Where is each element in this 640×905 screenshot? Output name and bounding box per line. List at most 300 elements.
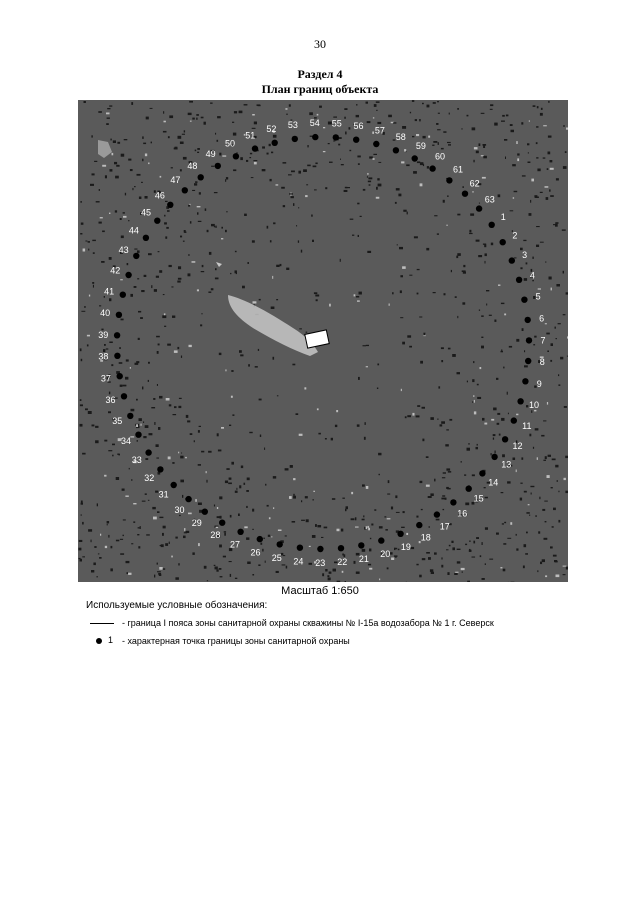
boundary-point-41 — [120, 292, 126, 298]
terrain-speck — [349, 150, 351, 151]
terrain-speck — [481, 113, 485, 114]
boundary-point-label-49: 49 — [205, 148, 216, 159]
terrain-speck — [228, 483, 232, 485]
boundary-point-label-39: 39 — [98, 329, 109, 340]
terrain-speck — [154, 289, 157, 292]
terrain-speck — [311, 215, 313, 217]
terrain-speck — [235, 251, 237, 252]
terrain-speck — [157, 563, 158, 565]
terrain-speck — [93, 285, 94, 288]
terrain-speck — [262, 549, 263, 552]
terrain-speck — [252, 509, 254, 512]
terrain-speck — [270, 240, 272, 242]
terrain-speck — [483, 156, 487, 159]
terrain-speck — [197, 148, 200, 150]
terrain-speck — [273, 222, 275, 224]
terrain-speck — [423, 136, 426, 139]
terrain-speck — [78, 548, 81, 551]
terrain-speck — [525, 553, 528, 555]
terrain-speck — [504, 314, 506, 316]
terrain-speck — [447, 196, 449, 197]
terrain-speck — [244, 214, 247, 216]
site-plan-map — [78, 100, 568, 582]
terrain-speck — [217, 140, 219, 142]
boundary-point-42 — [125, 272, 131, 278]
boundary-point-33 — [145, 449, 151, 455]
terrain-speck — [145, 458, 148, 460]
terrain-speck — [91, 135, 92, 137]
terrain-speck — [565, 456, 568, 458]
terrain-speck — [108, 535, 109, 538]
terrain-speck — [394, 555, 398, 556]
terrain-speck — [491, 453, 492, 455]
boundary-point-52 — [272, 140, 278, 146]
terrain-speck — [258, 349, 259, 351]
terrain-speck — [114, 162, 117, 164]
terrain-speck — [558, 491, 559, 493]
terrain-speck — [92, 173, 95, 175]
terrain-speck — [537, 570, 538, 572]
terrain-speck — [178, 278, 182, 280]
terrain-speck — [373, 158, 375, 160]
section-heading — [0, 67, 640, 97]
terrain-speck — [562, 229, 566, 230]
terrain-speck — [273, 135, 277, 138]
terrain-speck — [101, 261, 105, 263]
boundary-point-label-14: 14 — [488, 477, 499, 488]
terrain-speck — [148, 500, 150, 501]
terrain-speck — [169, 265, 172, 267]
terrain-speck — [98, 111, 102, 113]
terrain-speck — [229, 425, 231, 426]
terrain-speck — [167, 210, 170, 212]
terrain-speck — [409, 346, 412, 348]
terrain-speck — [254, 162, 257, 165]
terrain-speck — [526, 262, 528, 264]
boundary-point-label-63: 63 — [484, 194, 495, 205]
terrain-speck — [273, 476, 276, 479]
terrain-speck — [157, 571, 161, 572]
terrain-speck — [405, 416, 407, 418]
boundary-point-50 — [233, 153, 239, 159]
terrain-speck — [156, 444, 159, 447]
terrain-speck — [131, 543, 133, 544]
terrain-speck — [532, 257, 533, 259]
terrain-speck — [309, 112, 313, 115]
terrain-speck — [153, 517, 157, 520]
boundary-point-label-13: 13 — [501, 459, 512, 470]
terrain-speck — [550, 195, 554, 197]
terrain-speck — [544, 538, 548, 540]
terrain-speck — [434, 479, 435, 482]
terrain-speck — [521, 457, 523, 459]
terrain-speck — [165, 543, 168, 546]
terrain-speck — [138, 338, 140, 340]
boundary-point-label-36: 36 — [105, 394, 116, 405]
terrain-speck — [255, 366, 258, 368]
terrain-speck — [121, 236, 124, 239]
terrain-speck — [219, 353, 222, 355]
boundary-point-label-16: 16 — [457, 508, 468, 519]
terrain-speck — [150, 108, 153, 109]
terrain-speck — [239, 485, 241, 488]
terrain-speck — [567, 356, 568, 357]
terrain-speck — [481, 346, 484, 349]
boundary-point-label-59: 59 — [415, 141, 426, 151]
terrain-speck — [299, 328, 302, 329]
terrain-speck — [127, 572, 129, 574]
terrain-speck — [457, 214, 460, 216]
terrain-speck — [437, 101, 439, 102]
boundary-point-label-44: 44 — [128, 225, 139, 236]
terrain-speck — [472, 127, 476, 130]
terrain-speck — [185, 457, 187, 458]
terrain-speck — [225, 179, 226, 182]
terrain-speck — [285, 108, 287, 110]
terrain-speck — [312, 240, 314, 242]
terrain-speck — [168, 136, 170, 138]
terrain-speck — [359, 292, 362, 295]
terrain-speck — [133, 503, 136, 504]
terrain-speck — [107, 524, 108, 526]
terrain-speck — [240, 354, 243, 356]
terrain-speck — [496, 533, 499, 535]
boundary-point-label-15: 15 — [473, 493, 484, 504]
terrain-speck — [545, 521, 547, 522]
terrain-speck — [192, 552, 194, 555]
terrain-speck — [548, 455, 551, 457]
terrain-speck — [217, 433, 219, 436]
terrain-speck — [457, 561, 461, 563]
terrain-speck — [438, 113, 440, 114]
terrain-speck — [117, 454, 119, 455]
terrain-speck — [412, 100, 414, 102]
terrain-speck — [555, 561, 558, 563]
terrain-speck — [341, 529, 343, 532]
boundary-point-label-47: 47 — [170, 174, 181, 185]
terrain-speck — [254, 122, 257, 125]
terrain-speck — [376, 101, 380, 103]
terrain-speck — [516, 534, 517, 536]
terrain-speck — [190, 433, 193, 435]
terrain-speck — [137, 278, 139, 279]
terrain-speck — [80, 559, 83, 562]
terrain-speck — [236, 488, 237, 490]
terrain-speck — [109, 213, 110, 214]
terrain-speck — [156, 336, 160, 338]
terrain-speck — [344, 108, 347, 110]
terrain-speck — [391, 507, 393, 510]
terrain-speck — [482, 542, 483, 545]
terrain-speck — [131, 409, 135, 412]
terrain-speck — [151, 407, 155, 408]
terrain-speck — [530, 486, 534, 487]
terrain-speck — [265, 561, 266, 563]
terrain-speck — [269, 144, 271, 146]
terrain-speck — [419, 119, 421, 121]
boundary-point-34 — [135, 432, 141, 438]
terrain-speck — [328, 578, 331, 581]
terrain-speck — [192, 190, 195, 191]
boundary-point-59 — [412, 155, 418, 161]
terrain-speck — [115, 210, 117, 212]
terrain-speck — [169, 115, 173, 118]
terrain-speck — [566, 567, 568, 570]
terrain-speck — [119, 362, 123, 364]
terrain-speck — [507, 481, 511, 483]
boundary-point-label-23: 23 — [315, 558, 326, 568]
terrain-speck — [299, 434, 303, 436]
terrain-speck — [472, 379, 474, 382]
terrain-speck — [128, 573, 131, 575]
terrain-speck — [457, 108, 459, 110]
terrain-speck — [125, 193, 126, 196]
section-title: Раздел 4 — [297, 67, 343, 81]
terrain-speck — [259, 399, 262, 401]
terrain-speck — [215, 268, 217, 270]
boundary-point-label-48: 48 — [187, 161, 198, 171]
boundary-point-23 — [317, 546, 323, 552]
terrain-speck — [566, 128, 568, 130]
terrain-speck — [485, 527, 488, 530]
terrain-speck — [130, 367, 131, 369]
boundary-point-label-9: 9 — [536, 378, 542, 389]
terrain-speck — [419, 317, 422, 318]
terrain-speck — [478, 255, 482, 257]
terrain-speck — [215, 133, 216, 135]
terrain-speck — [137, 250, 140, 253]
terrain-speck — [533, 105, 536, 107]
terrain-speck — [548, 152, 551, 155]
terrain-speck — [423, 333, 425, 336]
terrain-speck — [271, 152, 273, 154]
terrain-speck — [246, 490, 249, 492]
boundary-point-25 — [277, 541, 283, 547]
terrain-speck — [219, 496, 222, 499]
terrain-speck — [420, 481, 423, 483]
terrain-speck — [252, 240, 255, 242]
terrain-speck — [91, 570, 94, 573]
terrain-speck — [194, 183, 197, 185]
terrain-speck — [168, 457, 171, 460]
terrain-speck — [497, 413, 500, 415]
terrain-speck — [377, 122, 381, 124]
terrain-speck — [317, 525, 321, 527]
terrain-speck — [246, 160, 248, 162]
terrain-speck — [516, 339, 519, 342]
terrain-speck — [208, 451, 212, 453]
terrain-speck — [289, 104, 291, 106]
terrain-speck — [501, 349, 502, 351]
terrain-speck — [179, 515, 181, 516]
terrain-speck — [401, 161, 404, 163]
terrain-speck — [224, 531, 226, 532]
terrain-speck — [428, 136, 430, 138]
terrain-speck — [517, 158, 519, 161]
terrain-speck — [178, 406, 181, 408]
terrain-speck — [378, 162, 381, 163]
terrain-speck — [207, 580, 208, 581]
terrain-speck — [124, 139, 128, 140]
terrain-speck — [481, 337, 483, 338]
terrain-speck — [524, 491, 527, 493]
terrain-speck — [430, 417, 434, 420]
terrain-speck — [200, 324, 202, 326]
terrain-speck — [112, 455, 114, 457]
terrain-speck — [485, 497, 488, 499]
terrain-speck — [443, 131, 446, 133]
terrain-speck — [345, 509, 347, 511]
terrain-speck — [491, 419, 494, 421]
terrain-speck — [529, 213, 532, 216]
terrain-speck — [198, 503, 202, 506]
terrain-speck — [123, 385, 127, 387]
boundary-point-label-17: 17 — [439, 521, 450, 532]
terrain-speck — [136, 424, 138, 427]
terrain-speck — [265, 484, 266, 486]
terrain-speck — [412, 413, 414, 416]
terrain-speck — [443, 200, 445, 203]
terrain-speck — [186, 531, 190, 533]
terrain-speck — [337, 581, 341, 582]
terrain-speck — [182, 134, 185, 135]
terrain-speck — [197, 212, 199, 214]
terrain-speck — [555, 224, 558, 227]
terrain-speck — [521, 122, 523, 124]
terrain-speck — [468, 443, 470, 444]
terrain-speck — [467, 581, 470, 582]
terrain-speck — [402, 126, 406, 129]
terrain-speck — [158, 427, 160, 430]
terrain-speck — [368, 177, 372, 179]
terrain-speck — [564, 478, 566, 480]
terrain-speck — [136, 361, 139, 363]
terrain-speck — [544, 501, 548, 502]
terrain-speck — [494, 320, 496, 322]
terrain-speck — [271, 307, 275, 310]
legend-point-number: 1 — [108, 635, 114, 645]
terrain-speck — [327, 575, 329, 577]
terrain-speck — [192, 118, 195, 120]
boundary-point-45 — [154, 218, 160, 224]
terrain-speck — [428, 557, 431, 560]
terrain-speck — [349, 127, 351, 129]
terrain-speck — [366, 486, 369, 489]
terrain-speck — [184, 528, 185, 531]
terrain-speck — [329, 572, 332, 574]
terrain-speck — [346, 506, 349, 509]
terrain-speck — [116, 477, 119, 480]
terrain-speck — [80, 404, 83, 406]
terrain-speck — [121, 154, 125, 157]
terrain-speck — [94, 546, 96, 548]
legend-boundary-text: - граница I пояса зоны санитарной охраны скважины № I-15а водозабора № 1 г. Северск — [122, 618, 494, 628]
terrain-speck — [482, 418, 485, 421]
terrain-speck — [540, 192, 543, 193]
boundary-point-40 — [116, 312, 122, 318]
terrain-speck — [400, 275, 403, 277]
terrain-speck — [198, 430, 200, 433]
terrain-speck — [438, 386, 440, 388]
terrain-speck — [558, 374, 559, 376]
boundary-point-18 — [416, 522, 422, 528]
terrain-speck — [233, 133, 236, 136]
boundary-point-label-57: 57 — [374, 125, 385, 136]
terrain-speck — [197, 289, 199, 291]
terrain-speck — [473, 395, 475, 396]
terrain-speck — [366, 366, 368, 367]
terrain-speck — [356, 104, 357, 106]
boundary-point-label-12: 12 — [512, 440, 523, 451]
terrain-speck — [79, 540, 83, 542]
terrain-speck — [528, 162, 531, 164]
terrain-speck — [281, 187, 285, 189]
terrain-speck — [369, 549, 371, 552]
terrain-speck — [368, 528, 370, 531]
terrain-speck — [493, 434, 496, 436]
terrain-speck — [253, 160, 257, 161]
terrain-speck — [522, 175, 526, 176]
terrain-speck — [465, 544, 467, 545]
terrain-speck — [354, 294, 356, 296]
terrain-speck — [438, 142, 439, 145]
boundary-point-label-2: 2 — [512, 230, 518, 241]
terrain-speck — [426, 552, 430, 554]
terrain-speck — [286, 114, 287, 115]
terrain-speck — [87, 344, 89, 346]
terrain-speck — [107, 521, 110, 523]
terrain-speck — [164, 121, 166, 123]
terrain-speck — [416, 564, 418, 566]
terrain-speck — [384, 516, 386, 517]
terrain-speck — [543, 460, 546, 461]
terrain-speck — [502, 115, 505, 117]
boundary-point-label-58: 58 — [395, 132, 406, 143]
terrain-speck — [416, 516, 418, 518]
terrain-speck — [480, 367, 482, 369]
terrain-speck — [233, 169, 236, 171]
terrain-speck — [482, 578, 485, 580]
terrain-speck — [414, 236, 418, 238]
terrain-speck — [504, 522, 506, 523]
terrain-speck — [190, 121, 192, 122]
terrain-speck — [141, 290, 144, 292]
terrain-speck — [445, 498, 447, 500]
boundary-point-1 — [489, 222, 495, 228]
terrain-speck — [480, 555, 482, 557]
terrain-speck — [181, 356, 182, 358]
terrain-speck — [551, 487, 553, 488]
terrain-speck — [95, 440, 99, 443]
terrain-speck — [502, 523, 504, 524]
terrain-speck — [325, 569, 327, 572]
terrain-speck — [231, 396, 233, 398]
terrain-speck — [366, 102, 369, 104]
terrain-speck — [555, 465, 558, 468]
terrain-speck — [342, 498, 345, 499]
terrain-speck — [457, 316, 458, 318]
terrain-speck — [123, 535, 124, 536]
terrain-speck — [216, 527, 219, 528]
terrain-speck — [215, 278, 219, 280]
terrain-speck — [431, 572, 434, 574]
boundary-point-label-24: 24 — [293, 556, 304, 567]
terrain-speck — [309, 563, 313, 565]
terrain-speck — [472, 191, 473, 193]
terrain-speck — [550, 546, 553, 548]
terrain-speck — [231, 370, 233, 372]
terrain-speck — [563, 574, 566, 575]
